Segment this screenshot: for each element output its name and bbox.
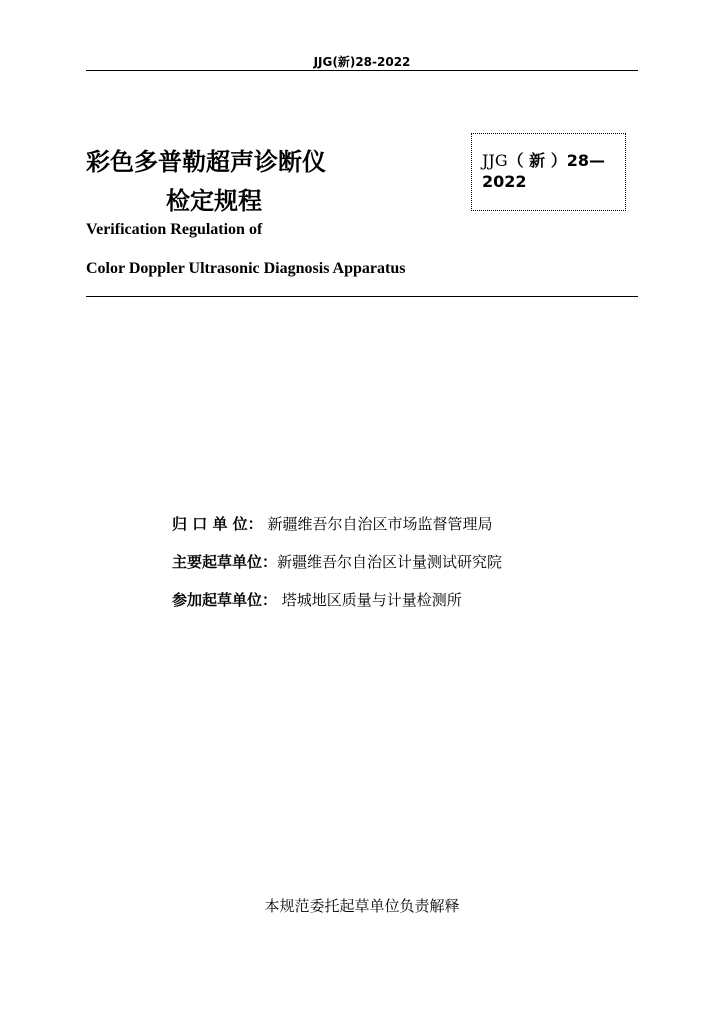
chinese-title-line-1: 彩色多普勒超声诊断仪 bbox=[86, 148, 326, 176]
standard-code-box bbox=[471, 133, 626, 211]
unit-value: 塔城地区质量与计量检测所 bbox=[277, 591, 462, 609]
header-standard-code: JJG(新)28-2022 bbox=[313, 55, 411, 69]
unit-value: 新疆维吾尔自治区计量测试研究院 bbox=[277, 553, 503, 571]
unit-label: 归 口 单 位： bbox=[172, 515, 263, 533]
header-divider bbox=[86, 70, 638, 71]
unit-label: 主要起草单位： bbox=[172, 553, 278, 571]
code-box-prefix: JJG bbox=[482, 151, 508, 170]
chinese-title-line-2: 检定规程 bbox=[166, 187, 262, 215]
interpretation-note: 本规范委托起草单位负责解释 bbox=[264, 897, 460, 915]
english-title-line-2: Color Doppler Ultrasonic Diagnosis Apparatus bbox=[86, 260, 406, 277]
code-box-rest: （ 新 ）28— bbox=[507, 151, 606, 170]
code-box-line-1 bbox=[482, 150, 617, 171]
unit-row-participating-drafter bbox=[172, 589, 502, 627]
unit-value: 新疆维吾尔自治区市场监督管理局 bbox=[262, 515, 493, 533]
title-divider bbox=[86, 296, 638, 297]
unit-row-responsible bbox=[172, 513, 502, 551]
code-box-year: 2022 bbox=[482, 172, 527, 191]
drafting-units bbox=[172, 513, 502, 627]
english-title-line-1: Verification Regulation of bbox=[86, 221, 263, 238]
unit-label: 参加起草单位： bbox=[172, 591, 278, 609]
unit-row-main-drafter bbox=[172, 551, 502, 589]
